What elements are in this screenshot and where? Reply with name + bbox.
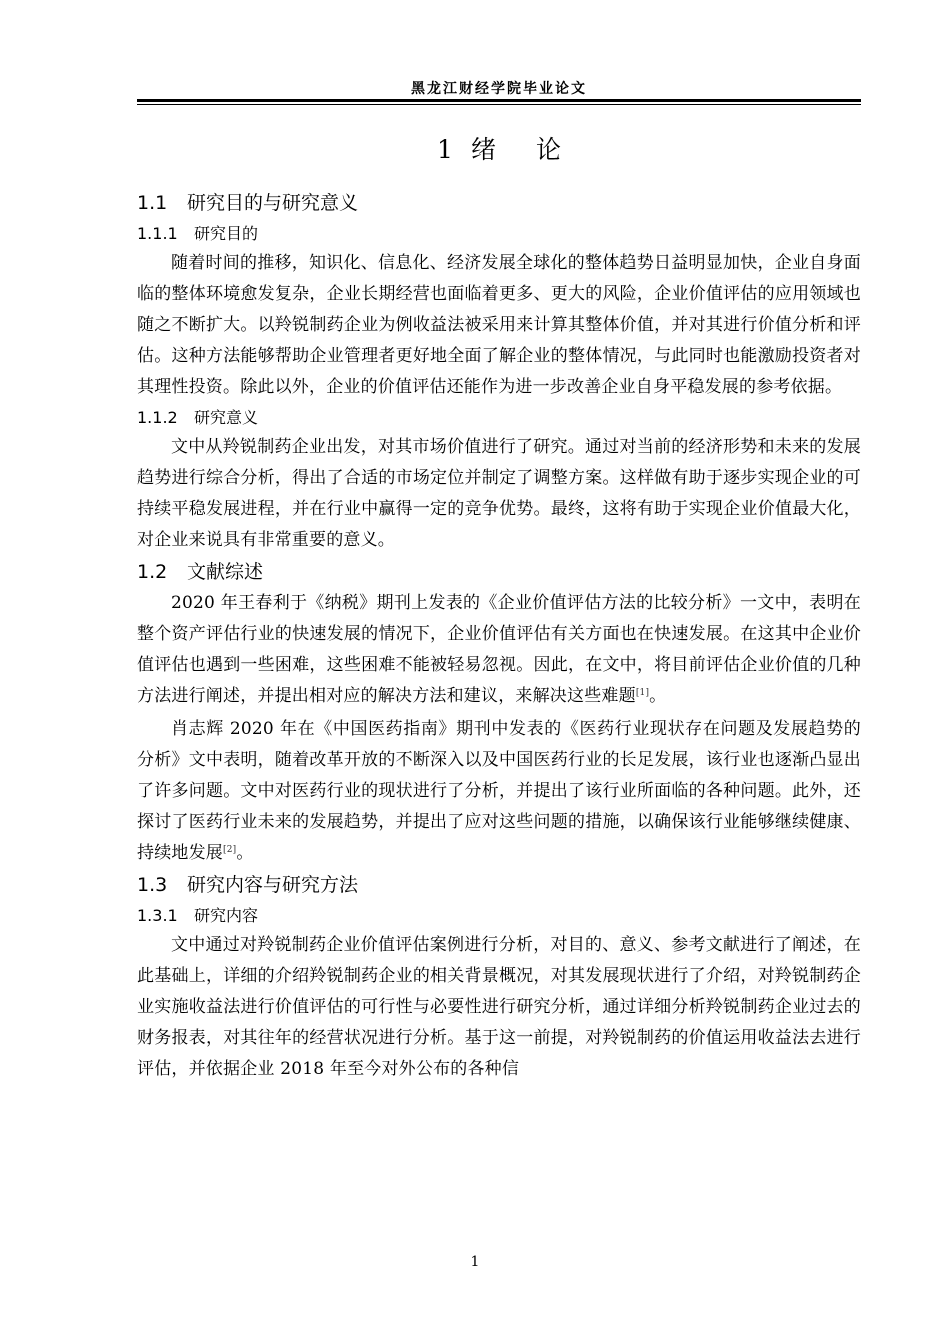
section-heading-1-1: 1.1 研究目的与研究意义 bbox=[137, 192, 359, 214]
paragraph-research-significance: 文中从羚锐制药企业出发，对其市场价值进行了研究。通过对当前的经济形势和未来的发展趋势进行综合分析，得出了合适的市场定位并制定了调整方案。这样做有助于逐步实现企业的可持续平稳发展进程，并在行业中赢得一定的竞争优势。最终，这将有助于实现企业价值最大化，对企业来说具有非常重要的意义。 bbox=[137, 437, 861, 550]
chapter-title bbox=[137, 133, 861, 167]
subsection-heading-1-1-1: 1.1.1 研究目的 bbox=[137, 224, 259, 243]
paragraph-literature-2: 肖志辉 2020 年在《中国医药指南》期刊中发表的《医药行业现状存在问题及发展趋势的分析》文中表明，随着改革开放的不断深入以及中国医药行业的长足发展，该行业也逐渐凸显出了许多问题。文中对医药行业的现状进行了分析，并提出了该行业所面临的各种问题。此外，还探讨了医药行业未来的发展趋势，并提出了应对这些问题的措施，以确保该行业能够继续健康、持续地发展[2]。 bbox=[137, 719, 861, 863]
chapter-number: 1 bbox=[437, 135, 453, 164]
paragraph-literature-1: 2020 年王春利于《纳税》期刊上发表的《企业价值评估方法的比较分析》一文中，表明在整个资产评估行业的快速发展的情况下，企业价值评估有关方面也在快速发展。在这其中企业价值评估也遇到一些困难，这些困难不能被轻易忽视。因此，在文中，将目前评估企业价值的几种方法进行阐述，并提出相对应的解决方法和建议，来解决这些难题[1]。 bbox=[137, 593, 861, 706]
citation-ref-1: [1] bbox=[635, 688, 650, 698]
section-heading-1-3: 1.3 研究内容与研究方法 bbox=[137, 874, 359, 896]
page-number: 1 bbox=[470, 1254, 480, 1270]
header-rule-thick bbox=[137, 99, 861, 102]
header-rule-thin bbox=[137, 104, 861, 105]
subsection-heading-1-3-1: 1.3.1 研究内容 bbox=[137, 906, 259, 925]
citation-ref-2: [2] bbox=[223, 845, 237, 855]
paragraph-research-content: 文中通过对羚锐制药企业价值评估案例进行分析，对目的、意义、参考文献进行了阐述，在此基础上，详细的介绍羚锐制药企业的相关背景概况，对其发展现状进行了介绍，对羚锐制药企业实施收益法进行价值评估的可行性与必要性进行研究分析，通过详细分析羚锐制药企业过去的财务报表，对其往年的经营状况进行分析。基于这一前提，对羚锐制药的价值运用收益法去进行评估，并依据企业 2018 年至今对外公布的各种信 bbox=[137, 935, 861, 1079]
chapter-title-part1: 绪 bbox=[470, 135, 496, 164]
chapter-title-part2: 论 bbox=[535, 135, 561, 164]
subsection-heading-1-1-2: 1.1.2 研究意义 bbox=[137, 408, 259, 427]
section-heading-1-2: 1.2 文献综述 bbox=[137, 561, 264, 583]
running-header: 黑龙江财经学院毕业论文 bbox=[411, 81, 587, 97]
body-content bbox=[137, 187, 861, 1085]
paragraph-research-purpose: 随着时间的推移，知识化、信息化、经济发展全球化的整体趋势日益明显加快，企业自身面临的整体环境愈发复杂，企业长期经营也面临着更多、更大的风险，企业价值评估的应用领域也随之不断扩大。以羚锐制药企业为例收益法被采用来计算其整体价值，并对其进行价值分析和评估。这种方法能够帮助企业管理者更好地全面了解企业的整体情况，与此同时也能激励投资者对其理性投资。除此以外，企业的价值评估还能作为进一步改善企业自身平稳发展的参考依据。 bbox=[137, 253, 861, 397]
